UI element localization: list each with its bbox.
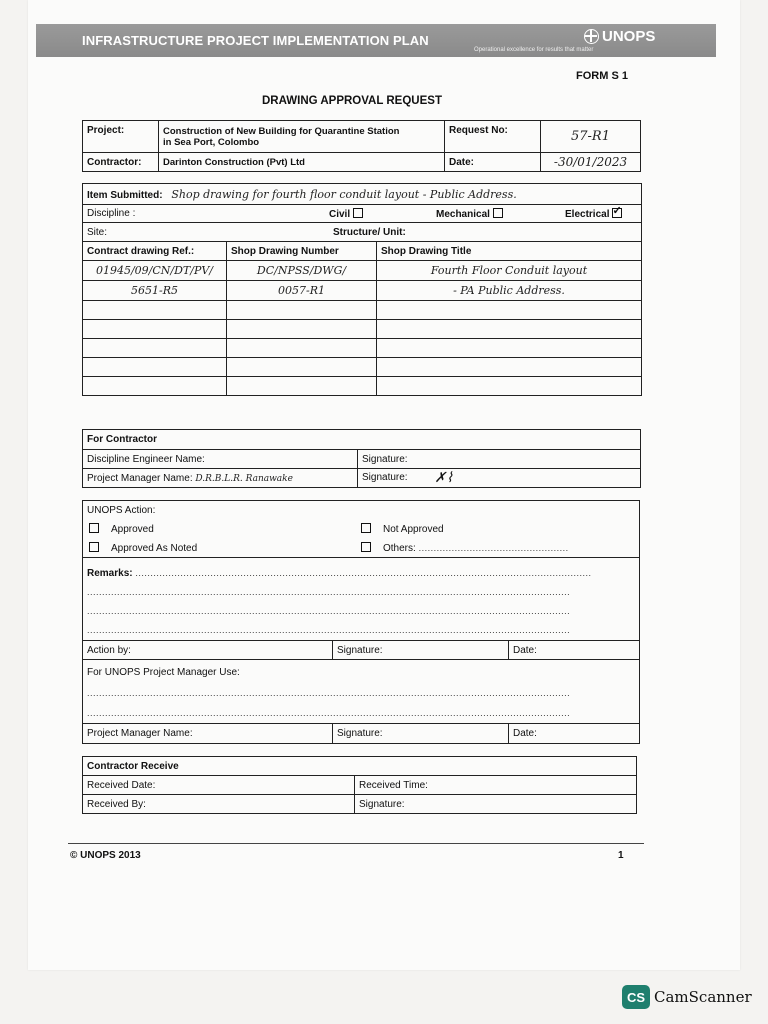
unops-action-table — [82, 500, 640, 744]
unops-action-label: UNOPS Action: — [83, 501, 640, 520]
item-row — [83, 339, 642, 358]
shop-number-cell — [227, 339, 377, 358]
footer-copyright: © UNOPS 2013 — [70, 850, 141, 861]
footer-rule — [68, 843, 644, 844]
pm-date-label: Date: — [509, 724, 640, 744]
action-date-label: Date: — [509, 641, 640, 660]
others-option[interactable]: Others: .................................................. — [361, 542, 569, 554]
pm-name-label: Project Manager Name: — [83, 724, 333, 744]
pm-use-area[interactable]: For UNOPS Project Manager Use: ................................................................................................................................................................. ................................................................................................................................................................. — [83, 660, 640, 724]
camscanner-name: CamScanner — [654, 988, 752, 1006]
shop-title-cell — [377, 339, 642, 358]
shop-number-cell — [227, 320, 377, 339]
structure-label: Structure/ Unit: — [333, 227, 406, 238]
contractor-table — [82, 429, 641, 488]
action-by-label: Action by: — [83, 641, 333, 660]
form-code: FORM S 1 — [576, 70, 628, 82]
shop-title-cell: - PA Public Address. — [377, 281, 642, 301]
discipline-label: Discipline : — [87, 208, 136, 219]
request-no-value: 57-R1 — [541, 121, 641, 153]
item-row — [83, 261, 642, 281]
not-approved-option[interactable]: Not Approved — [361, 523, 444, 535]
approval-row-2 — [83, 539, 640, 558]
approved-noted-checkbox[interactable] — [89, 542, 99, 552]
request-no-label: Request No: — [445, 121, 541, 153]
shop-number-header: Shop Drawing Number — [227, 242, 377, 261]
header-title: INFRASTRUCTURE PROJECT IMPLEMENTATION PLAN — [82, 33, 429, 48]
camscanner-watermark — [622, 985, 752, 1009]
discipline-row — [83, 205, 642, 223]
form-title: DRAWING APPROVAL REQUEST — [262, 95, 442, 107]
contract-ref-cell — [83, 339, 227, 358]
project-value: Construction of New Building for Quarantine Station in Sea Port, Colombo — [159, 121, 445, 153]
not-approved-checkbox[interactable] — [361, 523, 371, 533]
contractor-receive-table — [82, 756, 637, 814]
contractor-label: Contractor: — [83, 153, 159, 172]
shop-title-header: Shop Drawing Title — [377, 242, 642, 261]
electrical-option[interactable]: Electrical✓ — [565, 208, 622, 220]
camscanner-icon: CS — [622, 985, 650, 1009]
header-tagline: Operational excellence for results that matter — [474, 47, 594, 53]
date-value: -30/01/2023 — [541, 153, 641, 172]
site-row — [83, 223, 642, 242]
contract-ref-cell — [83, 301, 227, 320]
pm-name-value: D.R.B.L.R. Ranawake — [195, 473, 293, 484]
received-time-label: Received Time: — [355, 776, 637, 795]
received-by-label: Received By: — [83, 795, 355, 814]
approved-noted-option[interactable]: Approved As Noted — [89, 542, 197, 554]
pm-signature-cell: Signature: ✗⌇ — [358, 469, 641, 488]
mechanical-checkbox[interactable] — [493, 208, 503, 218]
pm-name-cell: Project Manager Name: D.R.B.L.R. Ranawake — [83, 469, 358, 488]
footer-page-number: 1 — [618, 850, 624, 861]
receive-section-label: Contractor Receive — [83, 757, 637, 776]
project-info-table — [82, 120, 641, 172]
item-submitted-row: Item Submitted: Shop drawing for fourth floor conduit layout - Public Address. — [83, 184, 642, 205]
shop-number-cell: DC/NPSS/DWG/ — [227, 261, 377, 281]
site-label: Site: — [87, 226, 108, 238]
item-submitted-table — [82, 183, 642, 396]
mechanical-option[interactable]: Mechanical — [436, 208, 503, 220]
item-row — [83, 358, 642, 377]
civil-option[interactable]: Civil — [329, 208, 363, 220]
item-row — [83, 301, 642, 320]
shop-number-cell — [227, 358, 377, 377]
contract-ref-cell — [83, 358, 227, 377]
pm-signature-label: Signature: — [333, 724, 509, 744]
engineer-name-label: Discipline Engineer Name: — [83, 450, 358, 469]
action-signature-label: Signature: — [333, 641, 509, 660]
remarks-area[interactable]: Remarks: ........................................................................................................................................................ ................................................................................................................................................................. ................................................................................................................................................................. ................................................................................................................................................................. — [83, 558, 640, 641]
shop-number-cell — [227, 301, 377, 320]
un-emblem-icon — [584, 29, 599, 44]
shop-title-cell: Fourth Floor Conduit layout — [377, 261, 642, 281]
item-rows — [83, 261, 642, 396]
shop-title-cell — [377, 377, 642, 396]
handwritten-signature: ✗⌇ — [434, 470, 453, 486]
contract-ref-cell: 5651-R5 — [83, 281, 227, 301]
item-submitted-value: Shop drawing for fourth floor conduit layout - Public Address. — [171, 187, 517, 201]
header-bar — [36, 24, 716, 57]
approval-row-1 — [83, 520, 640, 539]
engineer-signature-label: Signature: — [358, 450, 641, 469]
contractor-value: Darinton Construction (Pvt) Ltd — [159, 153, 445, 172]
contract-ref-cell: 01945/09/CN/DT/PV/ — [83, 261, 227, 281]
approved-option[interactable]: Approved — [89, 523, 154, 535]
date-label: Date: — [445, 153, 541, 172]
contract-ref-header: Contract drawing Ref.: — [83, 242, 227, 261]
approved-checkbox[interactable] — [89, 523, 99, 533]
electrical-checkbox[interactable] — [612, 208, 622, 218]
item-row — [83, 281, 642, 301]
unops-logo: UNOPS — [584, 28, 655, 45]
shop-number-cell: 0057-R1 — [227, 281, 377, 301]
shop-title-cell — [377, 358, 642, 377]
contract-ref-cell — [83, 320, 227, 339]
contractor-section-label: For Contractor — [83, 430, 641, 450]
receive-signature-label: Signature: — [355, 795, 637, 814]
shop-number-cell — [227, 377, 377, 396]
shop-title-cell — [377, 320, 642, 339]
others-checkbox[interactable] — [361, 542, 371, 552]
project-label: Project: — [83, 121, 159, 153]
received-date-label: Received Date: — [83, 776, 355, 795]
contract-ref-cell — [83, 377, 227, 396]
item-row — [83, 377, 642, 396]
item-row — [83, 320, 642, 339]
shop-title-cell — [377, 301, 642, 320]
civil-checkbox[interactable] — [353, 208, 363, 218]
